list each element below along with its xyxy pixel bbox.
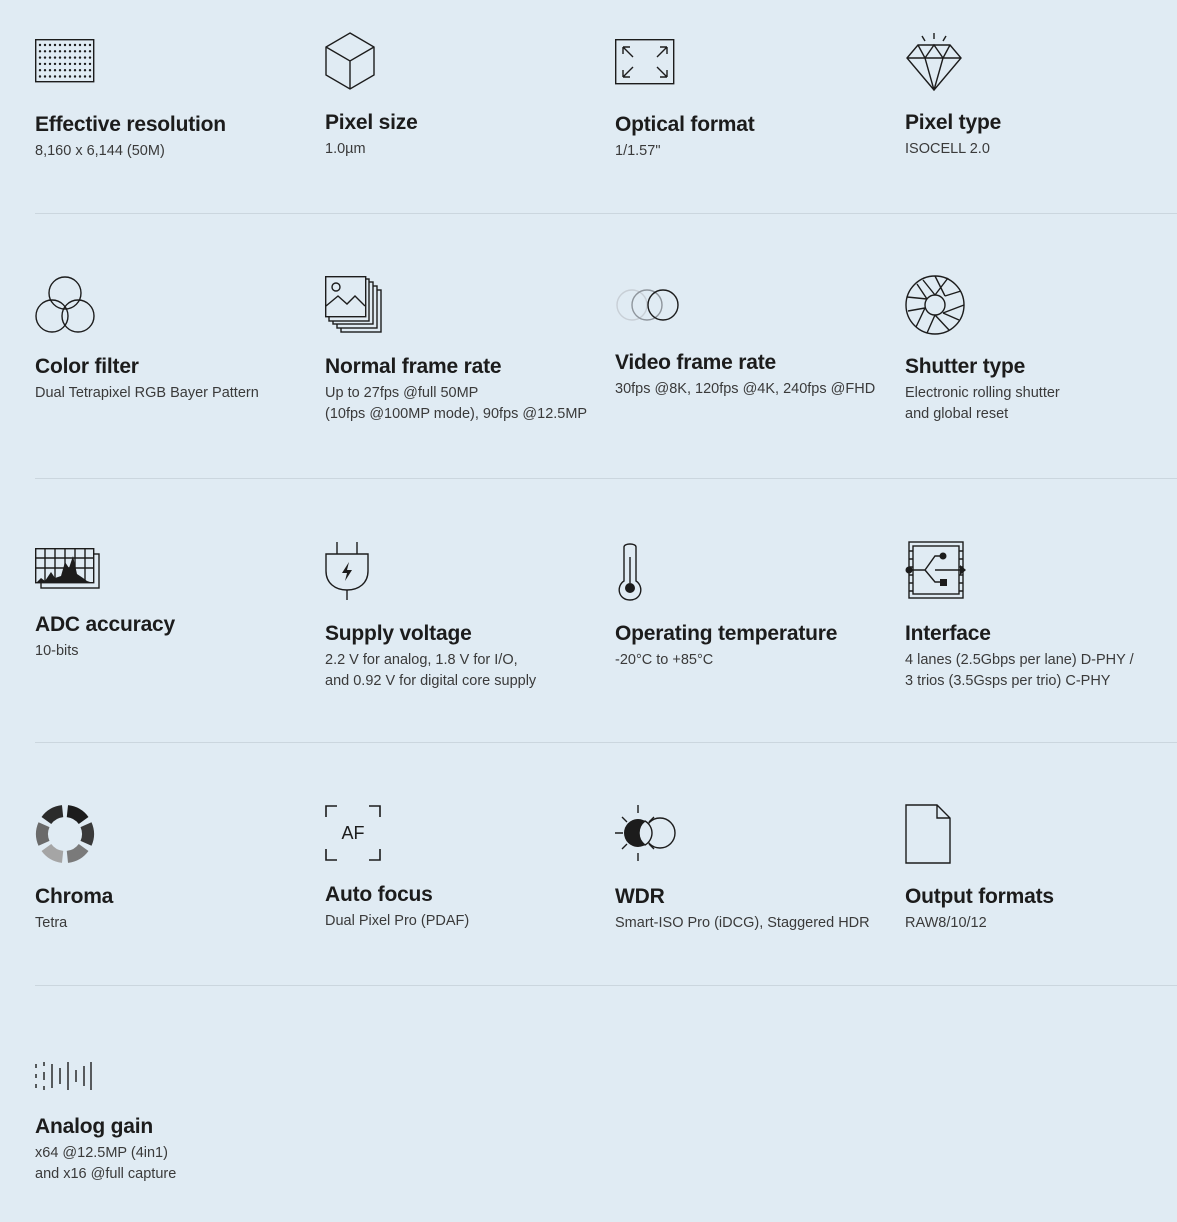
document-icon xyxy=(905,804,951,864)
spec-value: Dual Pixel Pro (PDAF) xyxy=(325,913,470,929)
spec-value: 10-bits xyxy=(35,643,79,659)
spec-title: ADC accuracy xyxy=(35,613,176,636)
spec-optical-format xyxy=(615,0,905,213)
spec-value: 2.2 V for analog, 1.8 V for I/O, and 0.92 V for digital core supply xyxy=(325,652,537,689)
spec-title: Auto focus xyxy=(325,883,433,906)
spec-title: Color filter xyxy=(35,355,139,378)
signal-bars-icon xyxy=(35,1060,93,1092)
sun-circle-icon xyxy=(615,804,677,862)
spec-title: Effective resolution xyxy=(35,113,226,136)
spec-value: Smart-ISO Pro (iDCG), Staggered HDR xyxy=(615,915,870,931)
chroma-ring-icon xyxy=(35,804,95,864)
spec-value: RAW8/10/12 xyxy=(905,915,987,931)
cube-icon xyxy=(325,32,375,90)
spec-value: 4 lanes (2.5Gbps per lane) D-PHY / 3 trios (3.5Gsps per trio) C-PHY xyxy=(905,652,1134,689)
spec-value: -20°C to +85°C xyxy=(615,652,714,668)
spec-title: Chroma xyxy=(35,885,114,908)
spec-shutter-type xyxy=(905,214,1177,478)
spec-title: WDR xyxy=(615,885,665,908)
spec-output-formats xyxy=(905,743,1177,985)
spec-value: 1/1.57" xyxy=(615,143,661,159)
spec-analog-gain xyxy=(35,986,325,1222)
rgb-circles-icon xyxy=(35,276,95,334)
expand-arrows-icon xyxy=(615,39,675,85)
spec-operating-temperature xyxy=(615,479,905,742)
spec-title: Pixel type xyxy=(905,111,1002,134)
spec-row xyxy=(35,0,1177,214)
af-label: AF xyxy=(341,823,365,843)
thermometer-icon xyxy=(615,541,645,601)
spec-value: 1.0µm xyxy=(325,141,366,157)
spec-color-filter xyxy=(35,214,325,478)
spec-video-frame-rate xyxy=(615,214,905,478)
spec-normal-frame-rate xyxy=(325,214,615,478)
spec-title: Interface xyxy=(905,622,991,645)
spec-supply-voltage xyxy=(325,479,615,742)
spec-title: Analog gain xyxy=(35,1115,153,1138)
spec-title: Operating temperature xyxy=(615,622,838,645)
dot-grid-icon xyxy=(35,39,95,83)
spec-value: Up to 27fps @full 50MP (10fps @100MP mode), 90fps @12.5MP xyxy=(325,385,588,422)
spec-title: Video frame rate xyxy=(615,351,776,374)
spec-pixel-size xyxy=(325,0,615,213)
spec-value: 8,160 x 6,144 (50M) xyxy=(35,143,165,159)
power-plug-icon xyxy=(325,541,369,601)
histogram-icon xyxy=(35,548,101,590)
spec-value: Tetra xyxy=(35,915,68,931)
spec-title: Optical format xyxy=(615,113,755,136)
image-stack-icon xyxy=(325,276,383,334)
spec-wdr xyxy=(615,743,905,985)
spec-value: Electronic rolling shutter and global reset xyxy=(905,385,1060,422)
spec-row xyxy=(35,986,1177,1222)
circuit-icon xyxy=(905,541,967,599)
aperture-icon xyxy=(905,275,965,335)
diamond-icon xyxy=(905,32,963,92)
spec-title: Pixel size xyxy=(325,111,418,134)
spec-row xyxy=(35,214,1177,479)
motion-circles-icon xyxy=(615,288,681,322)
spec-interface xyxy=(905,479,1177,742)
spec-title: Output formats xyxy=(905,885,1054,908)
spec-title: Normal frame rate xyxy=(325,355,502,378)
spec-grid xyxy=(35,0,1177,1222)
af-frame-icon xyxy=(325,805,381,861)
spec-row xyxy=(35,743,1177,986)
spec-pixel-type xyxy=(905,0,1177,213)
spec-value: Dual Tetrapixel RGB Bayer Pattern xyxy=(35,385,259,401)
spec-chroma xyxy=(35,743,325,985)
spec-effective-resolution xyxy=(35,0,325,213)
spec-auto-focus xyxy=(325,743,615,985)
spec-row xyxy=(35,479,1177,743)
spec-title: Supply voltage xyxy=(325,622,472,645)
spec-value: ISOCELL 2.0 xyxy=(905,141,990,157)
spec-value: x64 @12.5MP (4in1) and x16 @full capture xyxy=(35,1145,177,1182)
spec-adc-accuracy xyxy=(35,479,325,742)
spec-title: Shutter type xyxy=(905,355,1026,378)
spec-value: 30fps @8K, 120fps @4K, 240fps @FHD xyxy=(615,381,876,397)
